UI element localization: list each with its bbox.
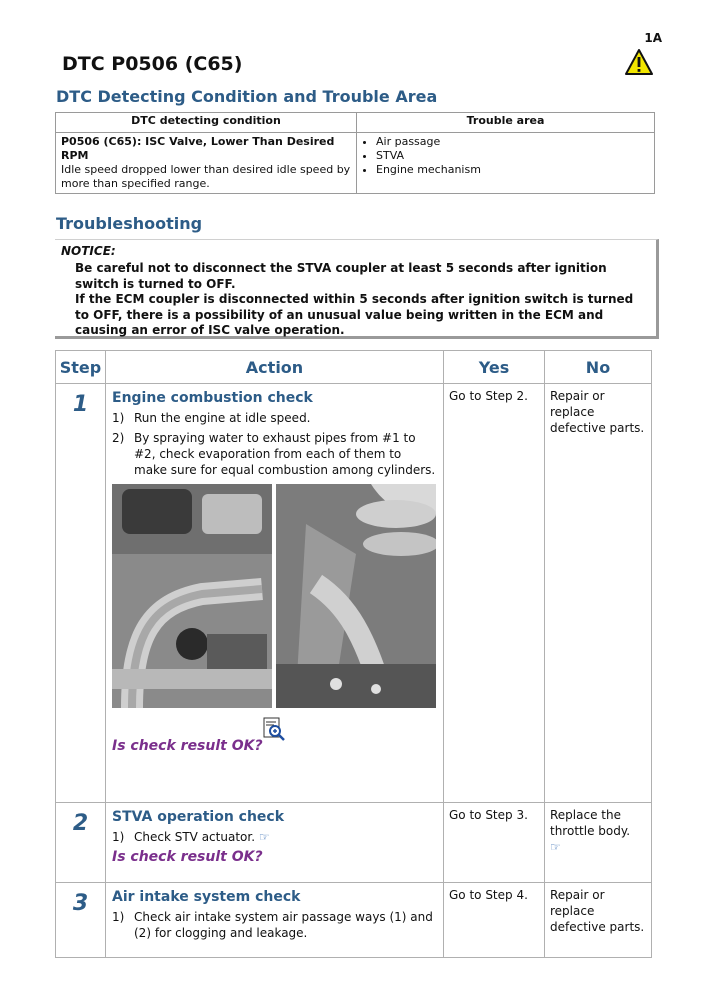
steps-header-yes: Yes — [444, 351, 545, 384]
page-label: 1A — [644, 31, 662, 45]
step-title: Air intake system check — [112, 889, 301, 905]
cond-cell-condition — [56, 133, 357, 194]
check-question: Is check result OK? — [112, 738, 263, 754]
trouble-area-item: • Air passage — [376, 135, 649, 149]
notice-title: NOTICE: — [61, 244, 116, 258]
step-item — [112, 410, 437, 426]
step-number: 3 — [56, 883, 106, 958]
cond-header-condition: DTC detecting condition — [56, 113, 357, 133]
step-no-text: Replace the throttle body. — [550, 808, 631, 838]
engine-photo — [112, 484, 272, 708]
steps-header-step: Step — [56, 351, 106, 384]
step-item-number: 2) — [112, 431, 125, 445]
reference-link-icon[interactable]: ☞ — [258, 830, 270, 844]
step-no — [545, 803, 652, 883]
step-action — [106, 803, 444, 883]
step-item-text: By spraying water to exhaust pipes from #1 to #2, check evaporation from each of them to make sure for equal combustion among cylinders. — [134, 431, 436, 477]
reference-link-icon[interactable]: ☞ — [550, 840, 561, 854]
section-heading-detecting: DTC Detecting Condition and Trouble Area — [56, 87, 438, 106]
zoom-image-icon[interactable] — [262, 717, 286, 741]
step-number: 2 — [56, 803, 106, 883]
notice-line: If the ECM coupler is disconnected within 5 seconds after ignition switch is turned to OFF, there is a possibility of an unusual value being written in the ECM and causing an error of ISC valve operation. — [75, 292, 634, 338]
step-item — [112, 430, 437, 478]
cond-condition-text: Idle speed dropped lower than desired idle speed by more than specified range. — [61, 163, 351, 190]
step-item-text: Run the engine at idle speed. — [134, 411, 311, 425]
notice-box — [55, 239, 659, 339]
trouble-area-item: • Engine mechanism — [376, 163, 649, 177]
step-row — [56, 883, 652, 958]
trouble-area-item: • STVA — [376, 149, 649, 163]
condition-table — [55, 112, 655, 194]
cond-cell-trouble — [357, 133, 655, 194]
steps-header-no: No — [545, 351, 652, 384]
step-action — [106, 384, 444, 803]
step-yes: Go to Step 2. — [444, 384, 545, 803]
step-title: Engine combustion check — [112, 390, 313, 406]
step-yes: Go to Step 3. — [444, 803, 545, 883]
cond-header-trouble: Trouble area — [357, 113, 655, 133]
cond-condition-code: P0506 (C65): ISC Valve, Lower Than Desired RPM — [61, 135, 335, 162]
step-item-number: 1) — [112, 830, 125, 844]
step-item — [112, 909, 437, 941]
step-row — [56, 803, 652, 883]
section-heading-troubleshooting: Troubleshooting — [56, 214, 203, 233]
step-item-text: Check air intake system air passage ways (1) and (2) for clogging and leakage. — [134, 910, 433, 940]
step-item-number: 1) — [112, 411, 125, 425]
step-yes: Go to Step 4. — [444, 883, 545, 958]
step-title: STVA operation check — [112, 809, 285, 825]
steps-table — [55, 350, 652, 958]
step-number: 1 — [56, 384, 106, 803]
step-no: Repair or replace defective parts. — [545, 384, 652, 803]
step-action — [106, 883, 444, 958]
photo-area — [112, 484, 437, 714]
step-no: Repair or replace defective parts. — [545, 883, 652, 958]
step-row — [56, 384, 652, 803]
page-title: DTC P0506 (C65) — [62, 53, 243, 75]
step-item-text: Check STV actuator. — [134, 830, 256, 844]
step-item — [112, 829, 437, 845]
exhaust-photo — [276, 484, 436, 708]
warning-icon — [624, 48, 654, 76]
check-question: Is check result OK? — [112, 849, 263, 865]
notice-line: Be careful not to disconnect the STVA coupler at least 5 seconds after ignition switch is turned to OFF. — [75, 261, 607, 291]
step-item-number: 1) — [112, 910, 125, 924]
steps-header-action: Action — [106, 351, 444, 384]
